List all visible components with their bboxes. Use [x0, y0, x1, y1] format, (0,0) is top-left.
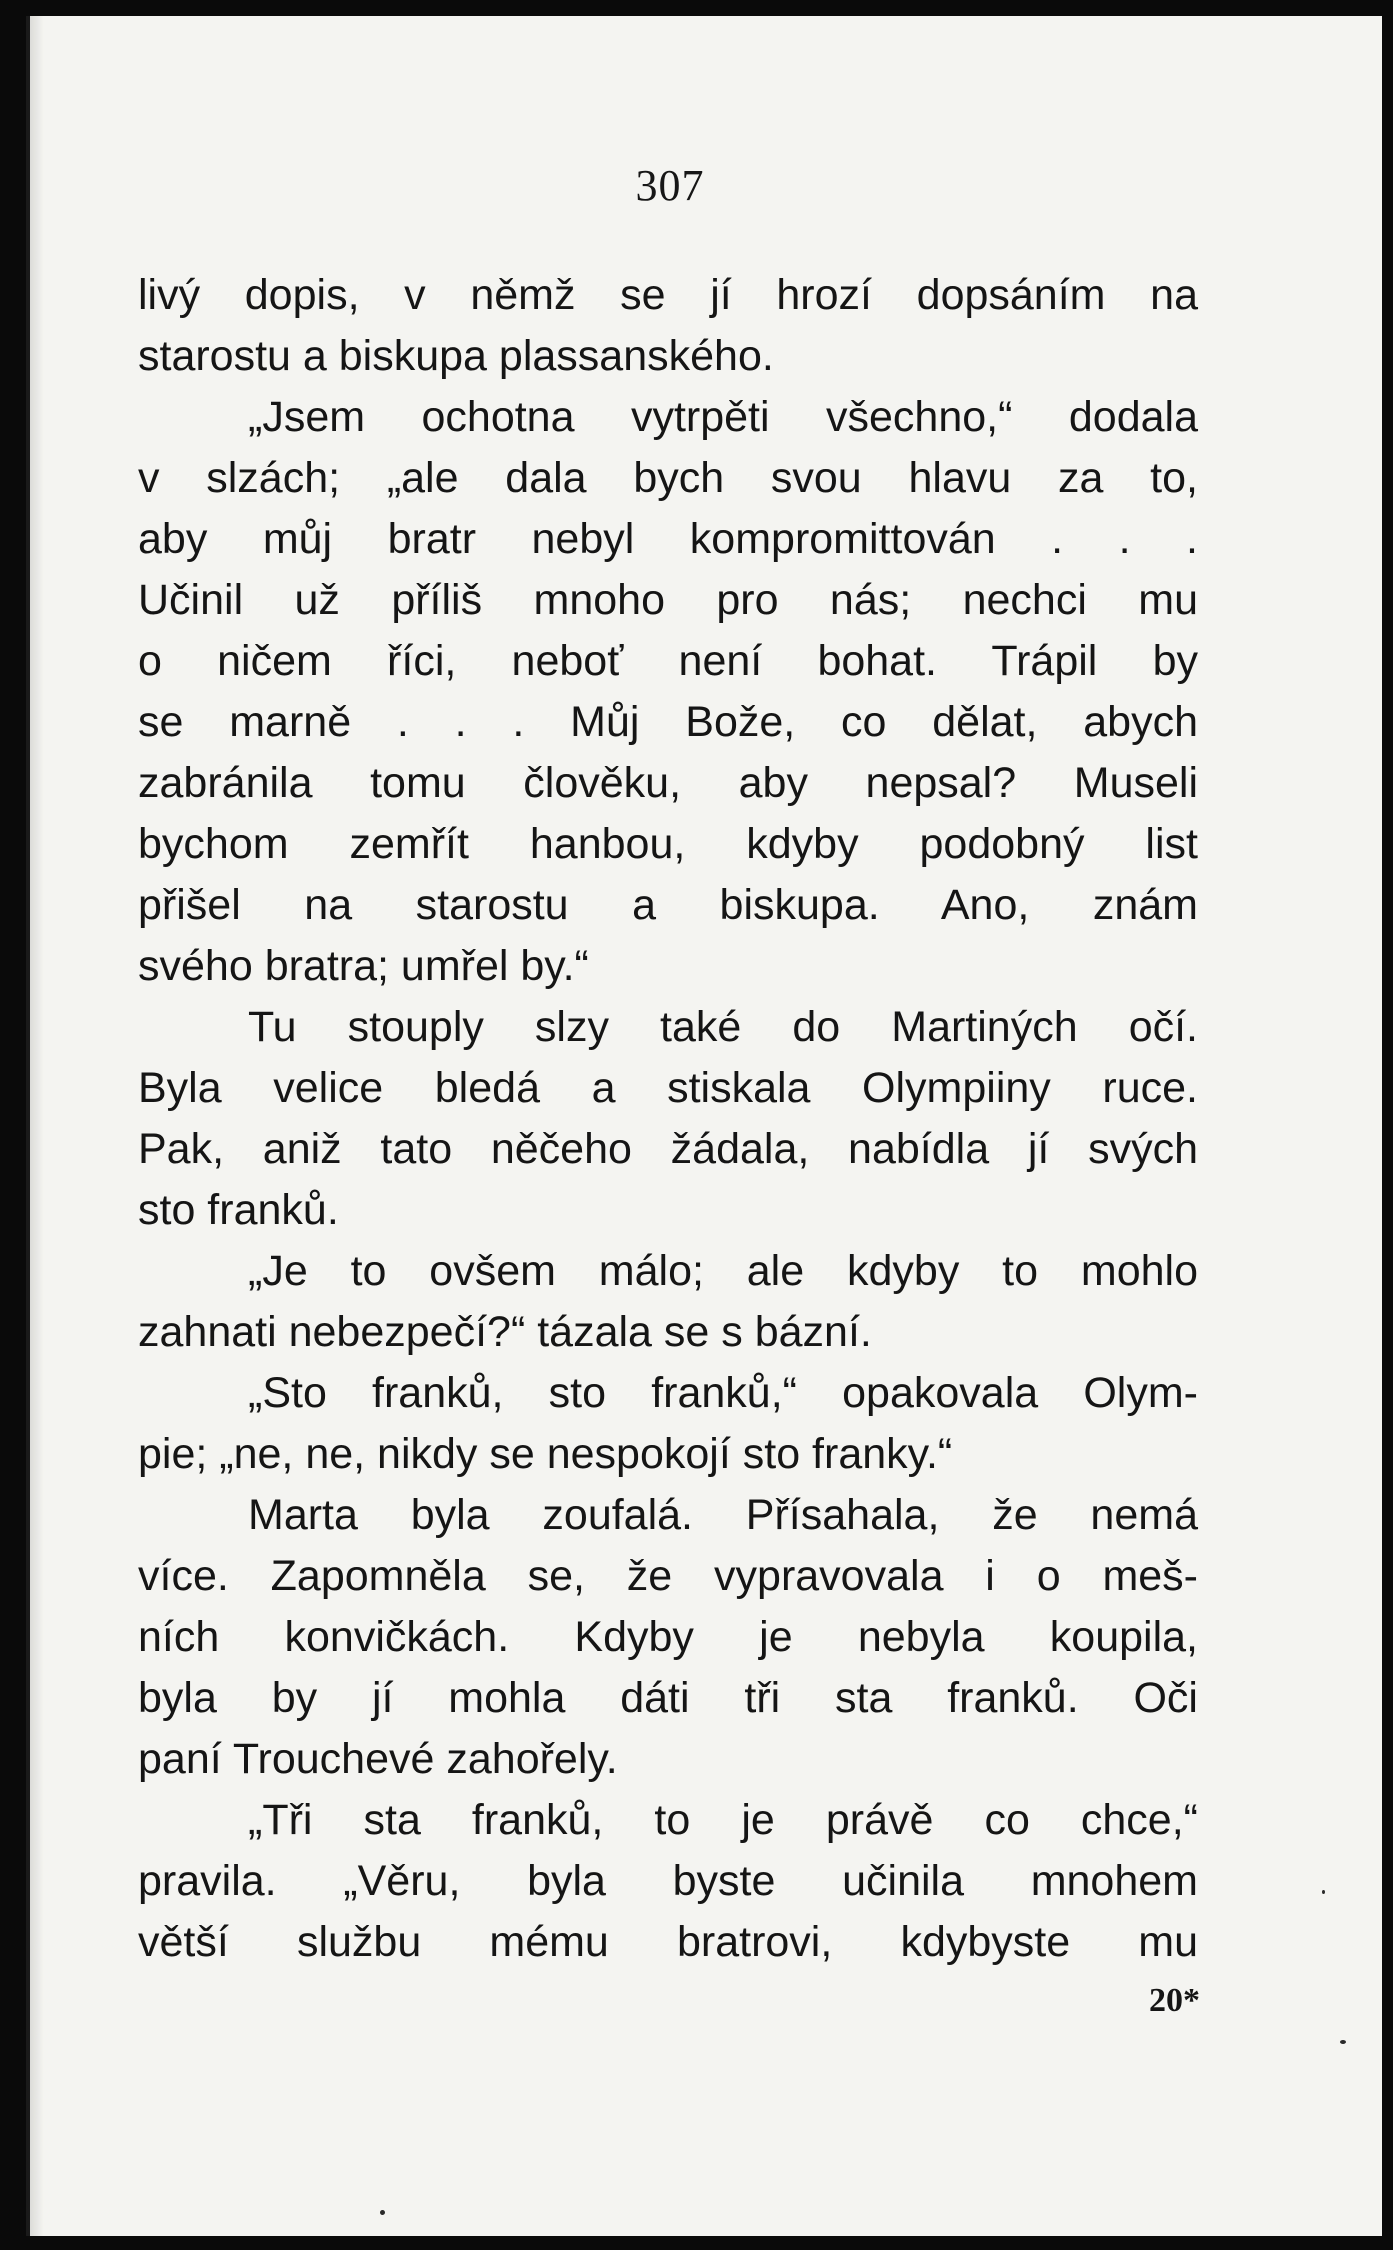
text-line: „Tři sta franků, to je právě co chce,“ — [248, 1796, 1198, 1844]
text-line: „Sto franků, sto franků,“ opakovala Olym- — [248, 1369, 1198, 1417]
text-line: paní Trouchevé zahořely. — [138, 1735, 618, 1783]
text-line: Učinil už příliš mnoho pro nás; nechci mu — [138, 576, 1198, 624]
text-line: byla by jí mohla dáti tři sta franků. Oči — [138, 1674, 1198, 1722]
printer-signature-mark: 20* — [1149, 1982, 1200, 2019]
text-line: starostu a biskupa plassanského. — [138, 332, 774, 380]
text-line: Pak, aniž tato něčeho žádala, nabídla jí svých — [138, 1125, 1198, 1173]
text-line: se marně . . . Můj Bože, co dělat, abych — [138, 698, 1198, 746]
paper-speck — [1322, 1890, 1325, 1894]
text-line: zahnati nebezpečí?“ tázala se s bázní. — [138, 1308, 872, 1356]
text-line: livý dopis, v němž se jí hrozí dopsáním na — [138, 271, 1198, 319]
body-text — [138, 265, 1198, 1973]
text-line: o ničem říci, neboť není bohat. Trápil by — [138, 637, 1198, 685]
paper-speck — [380, 2210, 385, 2215]
text-line: Marta byla zoufalá. Přísahala, že nemá — [248, 1491, 1198, 1539]
text-line: pie; „ne, ne, nikdy se nespokojí sto franky.“ — [138, 1430, 953, 1478]
text-line: pravila. „Věru, byla byste učinila mnohem — [138, 1857, 1198, 1905]
text-line: svého bratra; umřel by.“ — [138, 942, 589, 990]
page-number: 307 — [635, 161, 705, 210]
page-gutter-shadow — [30, 16, 44, 2236]
text-line: více. Zapomněla se, že vypravovala i o meš- — [138, 1552, 1198, 1600]
text-line: přišel na starostu a biskupa. Ano, znám — [138, 881, 1198, 929]
text-line: bychom zemřít hanbou, kdyby podobný list — [138, 820, 1198, 868]
text-line: Tu stouply slzy také do Martiných očí. — [248, 1003, 1198, 1051]
text-line: zabránila tomu člověku, aby nepsal? Museli — [138, 759, 1198, 807]
paper-speck — [1340, 2040, 1346, 2044]
text-line: ních konvičkách. Kdyby je nebyla koupila, — [138, 1613, 1198, 1661]
text-line: aby můj bratr nebyl kompromittován . . . — [138, 515, 1198, 563]
text-line: sto franků. — [138, 1186, 339, 1234]
text-line: větší službu mému bratrovi, kdybyste mu — [138, 1918, 1198, 1966]
text-line: v slzách; „ale dala bych svou hlavu za to, — [138, 454, 1198, 502]
text-line: „Jsem ochotna vytrpěti všechno,“ dodala — [248, 393, 1198, 441]
text-line: Byla velice bledá a stiskala Olympiiny ruce. — [138, 1064, 1198, 1112]
text-line: „Je to ovšem málo; ale kdyby to mohlo — [248, 1247, 1198, 1295]
